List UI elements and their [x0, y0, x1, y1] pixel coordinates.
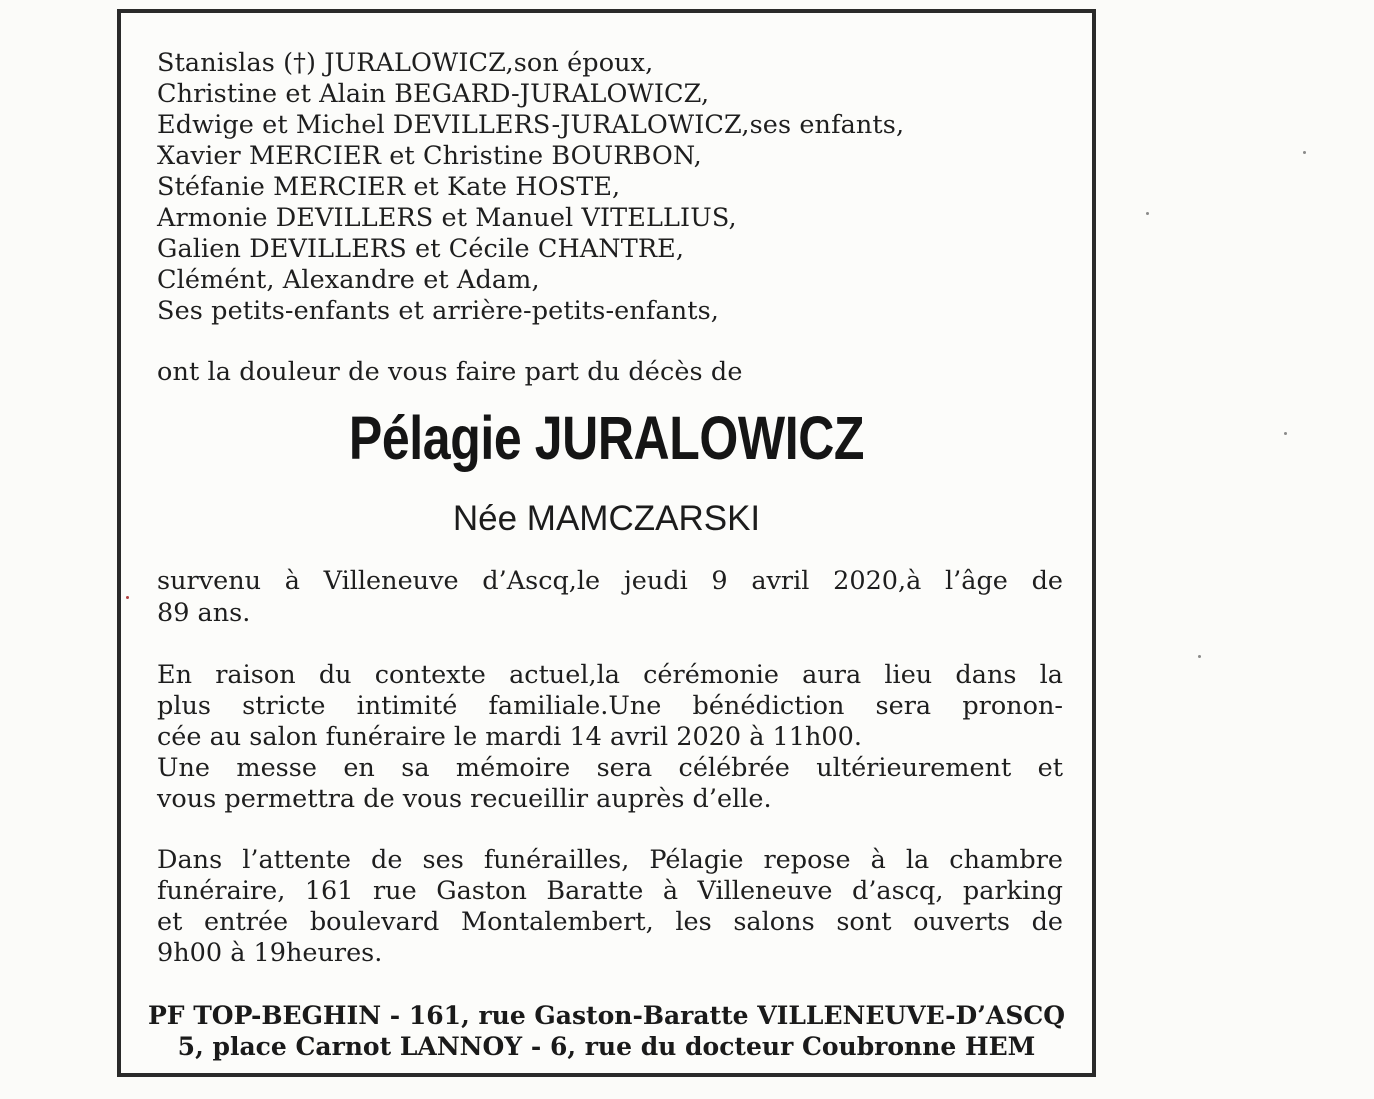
obituary-notice [117, 9, 1096, 1077]
funeral-home-line: 9h00 à 19heures. [157, 938, 383, 968]
family-line: Galien DEVILLERS et Cécile CHANTRE, [157, 234, 685, 264]
scan-speck [1146, 212, 1149, 215]
family-line: Ses petits-enfants et arrière-petits-enfants, [157, 296, 719, 326]
family-line: Xavier MERCIER et Christine BOURBON, [157, 141, 702, 171]
ceremony-line: cée au salon funéraire le mardi 14 avril 2020 à 11h00. [157, 722, 862, 752]
ceremony-line: En raison du contexte actuel,la cérémonie aura lieu dans la [157, 660, 1063, 690]
funeral-home-line: funéraire, 161 rue Gaston Baratte à Villeneuve d’ascq, parking [157, 876, 1063, 906]
family-line: Stéfanie MERCIER et Kate HOSTE, [157, 172, 621, 202]
footer-line: 5, place Carnot LANNOY - 6, rue du docteur Coubronne HEM [177, 1032, 1036, 1061]
scan-speck [126, 596, 129, 599]
scan-speck [1284, 432, 1287, 435]
announcement-text: ont la douleur de vous faire part du décès de [157, 357, 743, 387]
scan-speck [1303, 151, 1306, 154]
family-line: Edwige et Michel DEVILLERS-JURALOWICZ,ses enfants, [157, 110, 905, 140]
death-info-line: 89 ans. [157, 598, 251, 628]
family-line: Christine et Alain BEGARD-JURALOWICZ, [157, 79, 710, 109]
funeral-home-line: et entrée boulevard Montalembert, les salons sont ouverts de [157, 907, 1063, 937]
family-line: Stanislas (†) JURALOWICZ,son époux, [157, 48, 654, 78]
scan-speck [1198, 655, 1201, 658]
family-line: Armonie DEVILLERS et Manuel VITELLIUS, [157, 203, 737, 233]
ceremony-line: Une messe en sa mémoire sera célébrée ultérieurement et [157, 753, 1063, 783]
ceremony-line: vous permettra de vous recueillir auprès d’elle. [157, 784, 772, 814]
maiden-name: Née MAMCZARSKI [452, 499, 761, 538]
deceased-name: Pélagie JURALOWICZ [348, 404, 865, 472]
death-info-line: survenu à Villeneuve d’Ascq,le jeudi 9 avril 2020,à l’âge de [157, 566, 1063, 596]
family-line: Clémént, Alexandre et Adam, [157, 265, 540, 295]
footer-line: PF TOP-BEGHIN - 161, rue Gaston-Baratte VILLENEUVE-D’ASCQ [147, 1001, 1066, 1030]
ceremony-line: plus stricte intimité familiale.Une bénédiction sera pronon- [157, 691, 1063, 721]
funeral-home-line: Dans l’attente de ses funérailles, Pélagie repose à la chambre [157, 845, 1063, 875]
